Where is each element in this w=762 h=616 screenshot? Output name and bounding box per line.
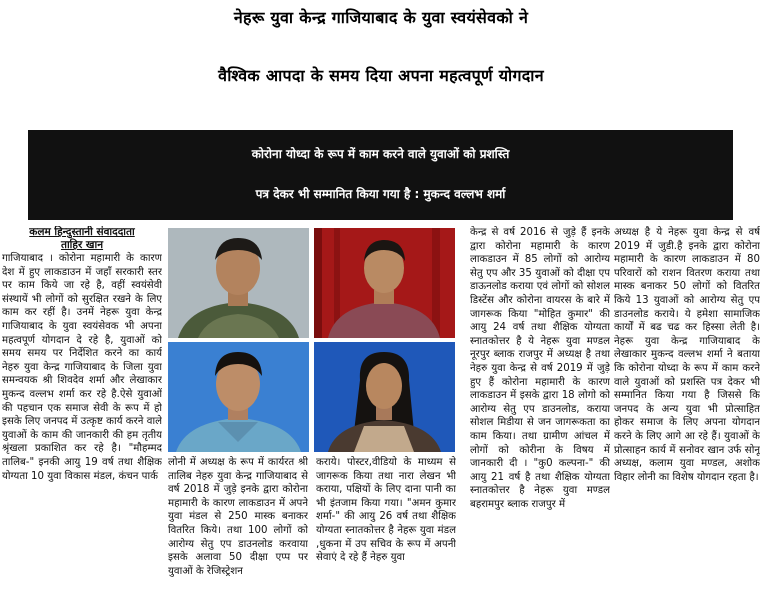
headline-line-1: नेहरू युवा केन्द्र गाजियाबाद के युवा स्वयंसेवको ने [233, 8, 529, 27]
article-column-4 [614, 226, 760, 616]
photo-person-3 [168, 342, 309, 452]
headline-line-2: वैश्विक आपदा के समय दिया अपना महत्वपूर्ण योगदान [218, 66, 544, 85]
byline [2, 226, 162, 252]
subheadline-banner [28, 130, 733, 220]
column-1-text: गाजियाबाद । कोरोना महामारी के कारण देश में हुए लाकडाउन में जहाँ सरकारी स्तर पर काम किये जा रहे है, वहीं स्वयंसेवी संस्थायें भी लोगों को सुरक्षित रखने के लिए काम कर रहीं है। उनमें नेहरू युवा केन्द्र गाजियाबाद के युवा स्वयंसेवक भी अपना महत्वपूर्ण योगदान दे रहे है, युवाओं को समय समय पर निर्देशित करने का कार्य नेहरु युवा केन्द्र गाजियाबाद के जिला युवा समन्वयक श्री शिवदेव शर्मा और लेखाकार मुकन्द वल्लभ शर्मा कर रहे है.ऐसे युवाओं की पहचान एक समाज सेवी के रूप में हो इसके लिए जनपद में उत्कृष्ट कार्य करने वाले युवाओं के काम की जानकारी की हम तृतीय श्रृंखला प्रकाशित कर रहे है। "मौहम्मद तालिब-" इनकी आयु 19 वर्ष तथा शैक्षिक योग्यता 10 युवा विकास मंडल, कंचन पार्क [2, 253, 162, 482]
subheadline-line-2: पत्र देकर भी सम्मानित किया गया है : मुकन्द वल्लभ शर्मा [255, 187, 506, 201]
photo-person-2 [314, 228, 455, 338]
column-4-text: अध्यक्ष है ये नेहरू युवा केन्द्र से वर्ष 2019 में जुडी.है इनके द्वारा कोरोना महामारी के कारण लाकडाउन में 80 परिवारों को राशन वितरण कराया तथा मास्क बनाकर 50 लोगों को वितरित किये 13 युवाओं को आरोग्य सेतु एप डाउनलोड कराये। ये हमेशा सामाजिक कार्यों में बढ चढ कर हिस्सा लेती है। नेहरू युवा केन्द्र गाजियाबाद के लेखाकार मुकन्द वल्लभ शर्मा ने बताया कि कोरोना योध्दा के रूप में काम करने वाले युवाओं को प्रशस्ति पत्र देकर भी सम्मानित किया गया है जिससे कि जनपद के अन्य युवा भी प्रोत्साहित होकर समाज के लिए अपना योगदान करने के लिए आगे आ रहे हैं। युवाओं के प्रोत्साहन कार्य में सनोवर खान उर्फ सोनू अध्यक्ष, कलाम युवा मण्डल, अशोक विहार लोनी का विशेष योगदान रहता है। [614, 227, 760, 483]
column-3-text: केन्द्र से वर्ष 2016 से जुड़े हैं इनके द्वारा कोरोना महामारी के कारण लाकडाउन में 85 लोगों को आरोग्य सेतु एप और 35 युवाओं को दीक्षा एप डाऊनलोड कराया एवं लोगों को सोशल डिस्टेंस और कोरोना वायरस के बारे में जागरूक किया "मोहित कुमार" की आयु 24 वर्ष तथा शैक्षिक योग्यता स्नातकोत्तर है ये नेहरू युवा मण्डल नूरपुर ब्लाक राजपुर में अध्यक्ष है तथा नेहरु युवा केन्द्र से वर्ष 2019 में जुड़े हुए हैं कोरोना महामारी के कारण लाकडाउन में इसके द्वारा 18 लोगो को आरोग्य सेतु एप डाउनलोड, कराया सोशल मिडीया से जन जागरूकता का काम किया। तथा ग्रामीण आंचल में लोगों को कोरीना के विषय में जानकारी दी । "कु0 कल्पना-" की आयु 21 वर्ष है तथा शैक्षिक योग्यता स्नातकोत्तर है नेहरू युवा मण्डल बहरामपुर ब्लाक राजपुर में [470, 227, 610, 510]
byline-reporter-name: ताहिर खान [60, 239, 104, 251]
article-column-2 [168, 456, 456, 616]
subheadline-line-1: कोरोना योध्दा के रूप में काम करने वाले युवाओं को प्रशस्ति [251, 147, 510, 161]
article-column-3 [470, 226, 610, 616]
article-column-1 [2, 226, 162, 616]
column-2b-text: कराये। पोस्टर,वीडियो के माध्यम से जागरूक किया तथा नारा लेखन भी कराया, पक्षियों के लिए दाना पानी का भी इंतजाम किया गया। "अमन कुमार शर्मा-" की आयु 26 वर्ष तथा शैक्षिक योग्यता स्नातकोत्तर है नेहरू युवा मंडल ,धुकना में उप सचिव के रूप में अपनी सेवाएं दे रहे हैं नेहरु युवा [316, 457, 456, 564]
photo-person-4 [314, 342, 455, 452]
photo-grid [168, 228, 456, 452]
byline-reporter-org: कलम हिन्दुस्तानी संवाददाता [29, 226, 135, 238]
column-2a-text: लोनी में अध्यक्ष के रूप में कार्यरत श्री तालिब नेहरु युवा केन्द्र गाजियाबाद से वर्ष 2018 में जुड़े इनके द्वारा कोरोना महामारी के कारण लाकडाउन में अपने युवा मंडल से 250 मास्क बनाकर वितरित किये। तथा 100 लोगों को आरोग्य सेतु एप डाउनलोड करवाया इसके अलावा 50 दीक्षा एप्प पर युवाओं के रेजिस्ट्रेशन [168, 457, 308, 577]
photo-person-1 [168, 228, 309, 338]
